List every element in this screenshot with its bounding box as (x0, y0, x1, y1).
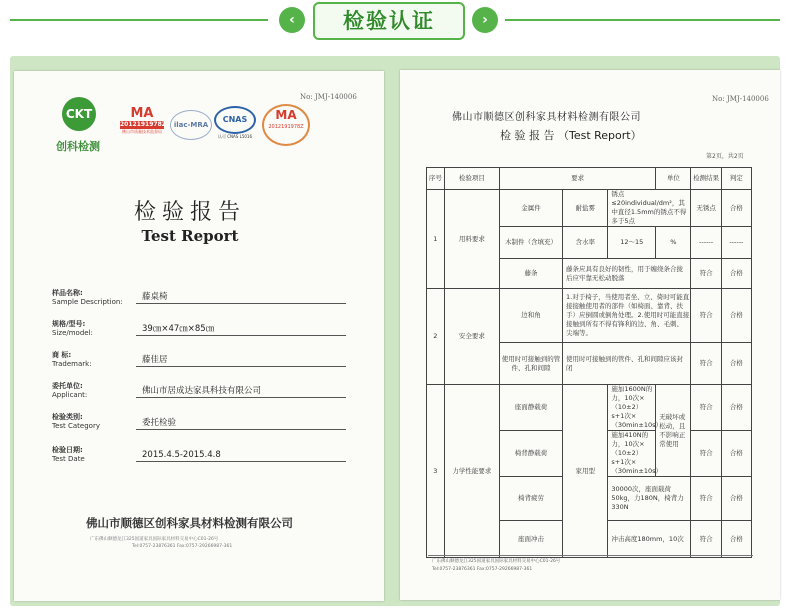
table-cell: 使用时可接触到的管件、孔和间隙 (500, 343, 563, 385)
table-cell: 藤条 (500, 259, 563, 289)
table-cell: 安全要求 (444, 289, 499, 385)
cma-seal-icon: MA 2012191978Z 佛山市质量技术监督局 (120, 106, 167, 134)
table-cell: 合格 (721, 289, 751, 343)
table-cell: 冲击高度180mm，10次 (608, 521, 691, 558)
table-header: 单位 (656, 168, 691, 190)
table-cell: 施加410N的力，10次×（10±2）s+1次×（30min±10s） (608, 431, 656, 477)
field-value-trademark: 藤佳居 (136, 353, 346, 367)
table-cell: 3 (427, 385, 445, 558)
table-cell: 木制件（含填充） (500, 227, 563, 259)
ma-circle-seal-icon: MA 2012191978Z (262, 104, 310, 146)
report-title-en: Test Report (141, 227, 239, 245)
table-cell: 符合 (691, 343, 721, 385)
table-cell: 家用型 (563, 385, 608, 558)
field-label-sample: 样品名称: Sample Description: (52, 289, 123, 306)
table-cell: 锈点≤20individual/dm²，其中直径1.5mm的锈点不得多于5点 (608, 190, 691, 227)
table-cell: ------ (691, 227, 721, 259)
table-cell: 合格 (721, 521, 751, 558)
table-cell: 合格 (721, 477, 751, 521)
table-cell: 耐盐雾 (563, 190, 608, 227)
table-row (427, 289, 752, 343)
lab-contact: Tel:0757-23876361 Fax:0757-29266987-361 (132, 544, 233, 549)
institution-name: 佛山市顺德区创科家具材料检测有限公司 (452, 112, 641, 123)
table-header: 检测结果 (691, 168, 721, 190)
table-cell: 座面冲击 (500, 521, 563, 558)
field-value-size: 39㎝×47㎝×85㎝ (136, 322, 346, 336)
table-row (427, 190, 752, 227)
table-header: 检验项目 (444, 168, 499, 190)
header-divider-right (505, 19, 780, 21)
table-cell: 无破坏或松动，且不影响正常使用 (656, 385, 691, 477)
table-cell: ------ (721, 227, 751, 259)
table-header: 要求 (500, 168, 656, 190)
prev-arrow-icon[interactable]: ‹ (279, 7, 305, 33)
field-value-date: 2015.4.5-2015.4.8 (136, 448, 346, 462)
doc-number-right: No: JMJ-140006 (712, 95, 769, 103)
brand-name: 创科检测 (56, 140, 100, 153)
table-cell: 符合 (691, 385, 721, 431)
table-cell: 座面静载荷 (500, 385, 563, 431)
table-header: 序号 (427, 168, 445, 190)
table-cell: 使用时可接触到的管件、孔和间隙应该封闭 (563, 343, 691, 385)
table-cell: 椅背疲劳 (500, 477, 563, 521)
field-label-applicant: 委托单位: Applicant: (52, 382, 88, 399)
table-cell: 2 (427, 289, 445, 385)
table-cell: 合格 (721, 190, 751, 227)
section-title: 检验认证 (313, 2, 465, 40)
field-value-applicant: 佛山市居成达家具科技有限公司 (136, 384, 346, 398)
table-cell: 12～15 (608, 227, 656, 259)
cnas-logo-icon: CNAS 认可 CNAS L5016 (214, 106, 256, 144)
field-label-category: 检验类别: Test Category (52, 413, 100, 430)
table-cell: 边和角 (500, 289, 563, 343)
footer-address: 广东佛山顺德龙江325国道家具国际家具材料交易中心C01-26号 (432, 559, 561, 564)
page-indicator: 第2页，共2页 (706, 153, 744, 160)
table-cell: 金属件 (500, 190, 563, 227)
field-label-trademark: 商 标: Trademark: (52, 351, 92, 368)
detail-report-title: 检 验 报 告 （Test Report） (500, 129, 642, 142)
test-results-table (426, 167, 752, 558)
table-header: 判定 (721, 168, 751, 190)
table-cell: 合格 (721, 343, 751, 385)
table-cell: 30000次，座面载荷50kg，力180N，椅背力330N (608, 477, 691, 521)
table-cell: 藤条应具有良好的韧性，用于缠绕条合拢后应牢靠无松动脱落 (563, 259, 691, 289)
table-cell: 无锈点 (691, 190, 721, 227)
table-cell: 合格 (721, 431, 751, 477)
ilac-mra-logo-icon: ilac-MRA (170, 110, 212, 140)
field-value-category: 委托检验 (136, 416, 346, 430)
table-cell: 用料要求 (444, 190, 499, 289)
lab-name: 佛山市顺德区创科家具材料检测有限公司 (86, 516, 293, 530)
table-cell: 1.对于椅子，当使用者坐、立、倚时可能直接接触使用者的部件（如椅面、靠背、扶手）应倒圆或倒角处理。2.使用时可能直接接触到所有不得有锋利的边、角、毛刺、尖端等。 (563, 289, 691, 343)
field-label-date: 检验日期: Test Date (52, 446, 85, 463)
footer-divider (428, 555, 753, 556)
section-header (0, 0, 790, 44)
table-cell: 合格 (721, 385, 751, 431)
field-label-size: 规格/型号: Size/model: (52, 320, 93, 337)
table-cell: 符合 (691, 431, 721, 477)
field-value-sample: 藤桌椅 (136, 290, 346, 304)
table-cell: 施加1600N的力，10次×（10±2）s+1次×（30min±10s） (608, 385, 656, 431)
table-cell: 符合 (691, 259, 721, 289)
header-divider-left (10, 19, 268, 21)
table-cell: 椅背静载荷 (500, 431, 563, 477)
table-cell: 符合 (691, 521, 721, 558)
table-cell: 1 (427, 190, 445, 289)
ckt-logo-icon: CKT (62, 97, 96, 131)
table-cell: 含水率 (563, 227, 608, 259)
table-cell: 合格 (721, 259, 751, 289)
footer-contact: Tel:0757-23876361 Fax:0757-29266987-361 (432, 567, 533, 572)
lab-address: 广东佛山顺德龙江325国道家具国际家具材料交易中心C01-26号 (90, 537, 219, 542)
table-row (427, 385, 752, 431)
report-title-cn: 检验报告 (133, 200, 246, 225)
next-arrow-icon[interactable]: › (472, 7, 498, 33)
table-cell: 力学性能要求 (444, 385, 499, 558)
table-cell: % (656, 227, 691, 259)
table-cell: 符合 (691, 477, 721, 521)
table-header-row (427, 168, 752, 190)
doc-number: No: JMJ-140006 (300, 93, 357, 101)
table-cell: 符合 (691, 289, 721, 343)
